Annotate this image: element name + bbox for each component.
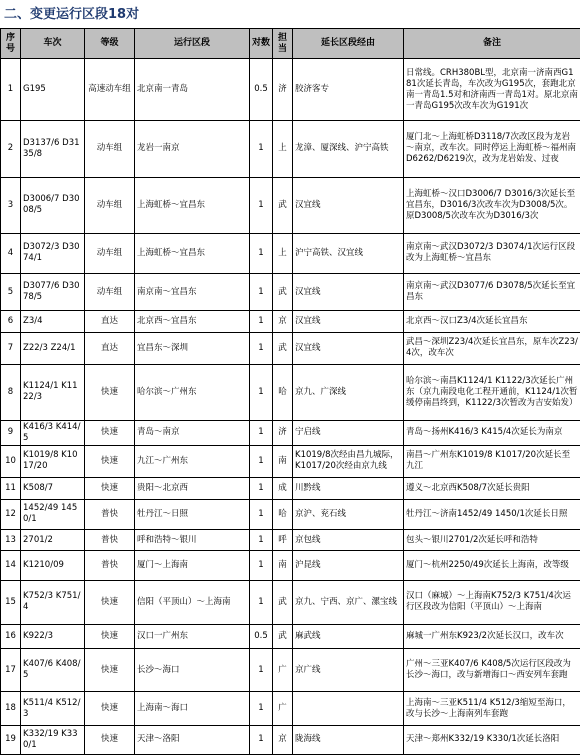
cell-route: 龙漳、厦深线、沪宁高铁 (293, 121, 404, 177)
cell-train: D3072/3 D3074/1 (21, 233, 85, 274)
cell-section: 厦门～上海南 (135, 551, 250, 581)
cell-route: 麻武线 (293, 624, 404, 649)
cell-remarks: 汉口（麻城）～上海南K752/3 K751/4次运行区段改为信阳（平顶山）～上海南 (404, 581, 580, 624)
cell-section: 南京南～宜昌东 (135, 274, 250, 311)
cell-route: 京九、宁西、京广、漯宝线 (293, 581, 404, 624)
cell-remarks: 包头～银川2701/2次延长呼和浩特 (404, 529, 580, 551)
cell-train: K332/19 K330/1 (21, 725, 85, 754)
header-train: 车次 (21, 29, 85, 59)
cell-route: 川黔线 (293, 478, 404, 500)
cell-grade: 快速 (85, 478, 135, 500)
cell-grade: 动车组 (85, 233, 135, 274)
table-row (1, 59, 580, 121)
cell-remarks: 麻城一广州东K923/2次延长汉口，改车次 (404, 624, 580, 649)
cell-train: 1452/49 1450/1 (21, 499, 85, 529)
cell-remarks: 南京南～武汉D3077/6 D3078/5次延长至宜昌东 (404, 274, 580, 311)
table-row (1, 233, 580, 274)
cell-grade: 快速 (85, 364, 135, 420)
cell-remarks: 牡丹江～济南1452/49 1450/1次延长日照 (404, 499, 580, 529)
cell-route: 宁启线 (293, 420, 404, 445)
cell-section: 贵阳～北京西 (135, 478, 250, 500)
cell-section: 北京南一青岛 (135, 59, 250, 121)
cell-grade: 快速 (85, 649, 135, 692)
cell-pairs: 1 (250, 529, 273, 551)
cell-grade: 动车组 (85, 274, 135, 311)
cell-train: K922/3 (21, 624, 85, 649)
cell-bureau: 成 (273, 478, 293, 500)
cell-train: K1210/09 (21, 551, 85, 581)
table-row (1, 581, 580, 624)
cell-no: 9 (1, 420, 21, 445)
cell-bureau: 广 (273, 692, 293, 725)
cell-grade: 普快 (85, 499, 135, 529)
table-body (1, 59, 580, 755)
header-remarks: 备注 (404, 29, 580, 59)
cell-section: 宜昌东～深圳 (135, 332, 250, 364)
cell-pairs: 1 (250, 233, 273, 274)
table-row (1, 364, 580, 420)
cell-train: K416/3 K414/5 (21, 420, 85, 445)
cell-remarks: 上海南～三亚K511/4 K512/3缩短至海口，改与长沙～上海南列车套跑 (404, 692, 580, 725)
cell-no: 19 (1, 725, 21, 754)
table-row (1, 311, 580, 333)
cell-section: 长沙～海口 (135, 649, 250, 692)
cell-route: 京包线 (293, 529, 404, 551)
cell-no: 6 (1, 311, 21, 333)
cell-no: 3 (1, 177, 21, 233)
table-row (1, 529, 580, 551)
cell-no: 12 (1, 499, 21, 529)
cell-route: 京广线 (293, 649, 404, 692)
cell-section: 呼和浩特～银川 (135, 529, 250, 551)
table-row (1, 692, 580, 725)
cell-train: D3077/6 D3078/5 (21, 274, 85, 311)
cell-route: 沪昆线 (293, 551, 404, 581)
table-row (1, 624, 580, 649)
cell-no: 5 (1, 274, 21, 311)
cell-remarks: 南京南～武汉D3072/3 D3074/1次运行区段改为上海虹桥～宜昌东 (404, 233, 580, 274)
cell-no: 8 (1, 364, 21, 420)
cell-section: 天津～洛阳 (135, 725, 250, 754)
cell-bureau: 上 (273, 233, 293, 274)
cell-section: 牡丹江～日照 (135, 499, 250, 529)
cell-bureau: 武 (273, 332, 293, 364)
cell-train: 2701/2 (21, 529, 85, 551)
cell-route: 京九、广深线 (293, 364, 404, 420)
cell-no: 15 (1, 581, 21, 624)
table-row (1, 332, 580, 364)
cell-train: K752/3 K751/4 (21, 581, 85, 624)
cell-bureau: 济 (273, 420, 293, 445)
cell-grade: 快速 (85, 445, 135, 477)
cell-pairs: 1 (250, 311, 273, 333)
table-row (1, 420, 580, 445)
cell-bureau: 哈 (273, 499, 293, 529)
cell-grade: 普快 (85, 551, 135, 581)
cell-no: 1 (1, 59, 21, 121)
cell-bureau: 武 (273, 177, 293, 233)
cell-grade: 快速 (85, 581, 135, 624)
table-row (1, 177, 580, 233)
cell-grade: 高速动车组 (85, 59, 135, 121)
cell-remarks: 武昌～深圳Z23/4次延长宜昌东，原车次Z23/4次，改车次 (404, 332, 580, 364)
cell-no: 16 (1, 624, 21, 649)
cell-pairs: 1 (250, 332, 273, 364)
cell-pairs: 1 (250, 274, 273, 311)
cell-section: 青岛～南京 (135, 420, 250, 445)
cell-section: 信阳（平顶山）～上海南 (135, 581, 250, 624)
cell-pairs: 1 (250, 445, 273, 477)
table-row (1, 499, 580, 529)
cell-bureau: 武 (273, 274, 293, 311)
cell-route: 汉宜线 (293, 311, 404, 333)
cell-pairs: 0.5 (250, 59, 273, 121)
cell-bureau: 南 (273, 445, 293, 477)
cell-route: 京沪、兖石线 (293, 499, 404, 529)
header-no: 序号 (1, 29, 21, 59)
cell-no: 4 (1, 233, 21, 274)
cell-train: Z22/3 Z24/1 (21, 332, 85, 364)
cell-grade: 快速 (85, 725, 135, 754)
cell-bureau: 南 (273, 551, 293, 581)
cell-train: K407/6 K408/5 (21, 649, 85, 692)
cell-train: G195 (21, 59, 85, 121)
cell-pairs: 1 (250, 551, 273, 581)
cell-pairs: 1 (250, 478, 273, 500)
cell-bureau: 上 (273, 121, 293, 177)
cell-route: K1019/8次经由昌九城际，K1017/20次经由京九线 (293, 445, 404, 477)
cell-pairs: 1 (250, 121, 273, 177)
cell-remarks: 哈尔滨～南昌K1124/1 K1122/3次延长广州东（京九南段电化工程开通前，K1124/1次暂缓停南昌终到，K1122/3次暂改为吉安始发） (404, 364, 580, 420)
cell-section: 哈尔滨～广州东 (135, 364, 250, 420)
cell-grade: 普快 (85, 529, 135, 551)
cell-remarks: 日常线。CRH380BL型，北京南一济南西G181次延长青岛，车次改为G195次，套跑北京南一青岛1.5对和济南西一青岛1对。原北京南一青岛G195次改车次为G191次 (404, 59, 580, 121)
cell-no: 2 (1, 121, 21, 177)
cell-train: K511/4 K512/3 (21, 692, 85, 725)
cell-grade: 动车组 (85, 121, 135, 177)
cell-train: D3006/7 D3008/5 (21, 177, 85, 233)
table-row (1, 725, 580, 754)
table-row (1, 649, 580, 692)
cell-remarks: 厦门北～上海虹桥D3118/7次改区段为龙岩～南京，改车次。同时停运上海虹桥～福州南D6262/D6219次，改为龙岩始发、过夜 (404, 121, 580, 177)
cell-pairs: 1 (250, 725, 273, 754)
cell-grade: 快速 (85, 624, 135, 649)
cell-pairs: 1 (250, 581, 273, 624)
cell-train: Z3/4 (21, 311, 85, 333)
cell-section: 上海南～海口 (135, 692, 250, 725)
table-row (1, 551, 580, 581)
cell-no: 14 (1, 551, 21, 581)
cell-route: 汉宜线 (293, 274, 404, 311)
cell-remarks: 广州～三亚K407/6 K408/5次运行区段改为长沙～海口，改与新增海口～西安列车套跑 (404, 649, 580, 692)
cell-route: 沪宁高铁、汉宜线 (293, 233, 404, 274)
cell-grade: 直达 (85, 332, 135, 364)
cell-pairs: 0.5 (250, 624, 273, 649)
cell-grade: 快速 (85, 692, 135, 725)
table-row (1, 478, 580, 500)
cell-pairs: 1 (250, 692, 273, 725)
cell-remarks: 厦门～杭州2250/49次延长上海南，改等级 (404, 551, 580, 581)
cell-pairs: 1 (250, 177, 273, 233)
cell-bureau: 武 (273, 624, 293, 649)
cell-no: 10 (1, 445, 21, 477)
cell-train: K1124/1 K1122/3 (21, 364, 85, 420)
header-pairs: 对数 (250, 29, 273, 59)
header-route: 延长区段经由 (293, 29, 404, 59)
cell-bureau: 京 (273, 311, 293, 333)
cell-pairs: 1 (250, 420, 273, 445)
cell-section: 上海虹桥～宜昌东 (135, 233, 250, 274)
cell-no: 13 (1, 529, 21, 551)
cell-remarks: 北京西～汉口Z3/4次延长宜昌东 (404, 311, 580, 333)
cell-no: 7 (1, 332, 21, 364)
cell-bureau: 呼 (273, 529, 293, 551)
cell-section: 上海虹桥～宜昌东 (135, 177, 250, 233)
cell-train: D3137/6 D3135/8 (21, 121, 85, 177)
cell-bureau: 京 (273, 725, 293, 754)
train-section-table (0, 28, 580, 755)
cell-route: 汉宜线 (293, 177, 404, 233)
table-row (1, 445, 580, 477)
cell-section: 九江～广州东 (135, 445, 250, 477)
cell-no: 18 (1, 692, 21, 725)
cell-bureau: 广 (273, 649, 293, 692)
cell-remarks: 天津～郑州K332/19 K330/1次延长洛阳 (404, 725, 580, 754)
cell-bureau: 济 (273, 59, 293, 121)
cell-route: 汉宜线 (293, 332, 404, 364)
cell-grade: 动车组 (85, 177, 135, 233)
header-section: 运行区段 (135, 29, 250, 59)
cell-bureau: 哈 (273, 364, 293, 420)
cell-section: 北京西～宜昌东 (135, 311, 250, 333)
header-grade: 等级 (85, 29, 135, 59)
cell-pairs: 1 (250, 364, 273, 420)
cell-grade: 快速 (85, 420, 135, 445)
cell-remarks: 青岛～扬州K416/3 K415/4次延长为南京 (404, 420, 580, 445)
cell-section: 汉口一广州东 (135, 624, 250, 649)
cell-pairs: 1 (250, 649, 273, 692)
cell-pairs: 1 (250, 499, 273, 529)
cell-route: 胶济客专 (293, 59, 404, 121)
cell-no: 11 (1, 478, 21, 500)
cell-remarks: 上海虹桥～汉口D3006/7 D3016/3次延长至宜昌东，D3016/3次改车次为D3008/5次。原D3008/5次改车次为D3016/3次 (404, 177, 580, 233)
header-bureau: 担当 (273, 29, 293, 59)
cell-route (293, 692, 404, 725)
cell-no: 17 (1, 649, 21, 692)
cell-bureau: 武 (273, 581, 293, 624)
cell-remarks: 遵义～北京西K508/7次延长贵阳 (404, 478, 580, 500)
cell-section: 龙岩一南京 (135, 121, 250, 177)
cell-remarks: 南昌～广州东K1019/8 K1017/20次延长至九江 (404, 445, 580, 477)
cell-route: 陇海线 (293, 725, 404, 754)
table-row (1, 274, 580, 311)
cell-train: K508/7 (21, 478, 85, 500)
page-title: 二、变更运行区段18对 (4, 7, 140, 22)
cell-grade: 直达 (85, 311, 135, 333)
table-header-row (1, 29, 580, 59)
cell-train: K1019/8 K1017/20 (21, 445, 85, 477)
table-row (1, 121, 580, 177)
